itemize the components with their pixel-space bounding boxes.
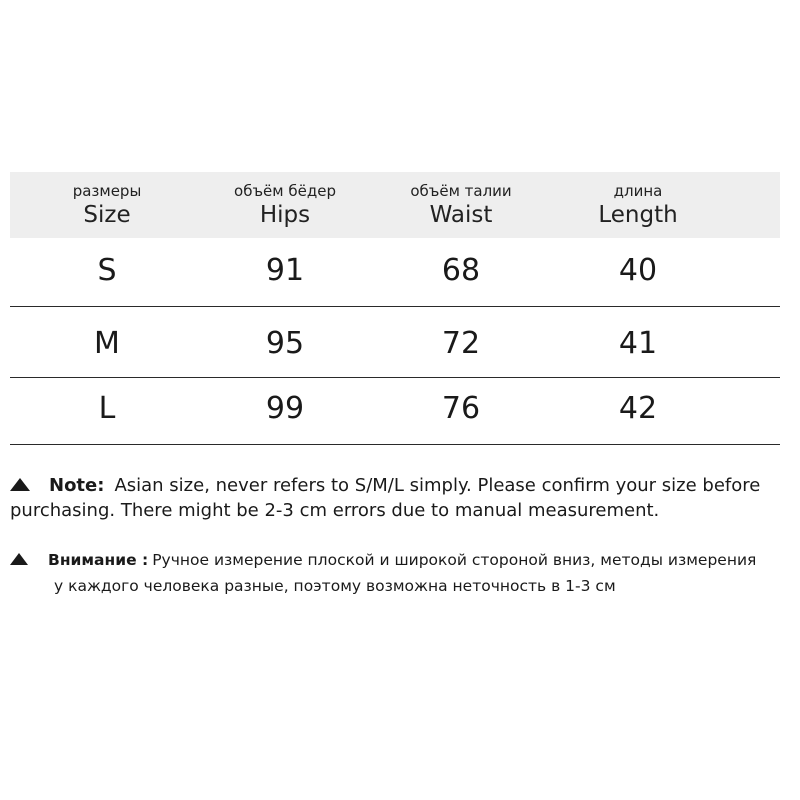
header-size-en: Size (83, 202, 131, 228)
header-length (598, 172, 677, 238)
triangle-icon (10, 553, 28, 565)
header-hips-en: Hips (259, 202, 311, 228)
table-row (10, 307, 780, 378)
header-waist-ru: объём талии (410, 182, 512, 200)
header-waist (410, 172, 511, 238)
note-text-line1: Asian size, never refers to S/M/L simply. Please confirm your size before (114, 475, 761, 496)
table-row (10, 378, 780, 445)
cell-length: 42 (618, 391, 658, 426)
cell-size: S (97, 253, 117, 288)
table-header-row (10, 172, 780, 238)
note-text-line2: у каждого человека разные, поэтому возможна неточность в 1-3 см (54, 577, 616, 595)
header-waist-en: Waist (429, 202, 493, 228)
note-text-line2: purchasing. There might be 2-3 cm errors due to manual measurement. (10, 500, 660, 521)
note-text-line1: Ручное измерение плоской и широкой стороной вниз, методы измерения (152, 551, 757, 569)
size-table (10, 172, 780, 445)
note-russian (10, 547, 795, 599)
cell-waist: 76 (441, 391, 481, 426)
cell-waist: 68 (441, 253, 481, 288)
table-row (10, 238, 780, 307)
header-hips (234, 172, 336, 238)
note-label: Внимание : (48, 551, 149, 569)
cell-waist: 72 (441, 326, 481, 361)
cell-hips: 91 (265, 253, 305, 288)
cell-length: 41 (618, 326, 658, 361)
header-length-en: Length (598, 202, 678, 228)
cell-hips: 99 (265, 391, 305, 426)
header-length-ru: длина (613, 182, 663, 200)
header-size (73, 172, 142, 238)
cell-size: L (98, 391, 116, 426)
note-english (10, 473, 795, 523)
header-size-ru: размеры (72, 182, 142, 200)
note-label: Note: (49, 475, 105, 496)
cell-hips: 95 (265, 326, 305, 361)
cell-length: 40 (618, 253, 658, 288)
cell-size: M (94, 326, 120, 361)
header-hips-ru: объём бёдер (234, 182, 336, 200)
triangle-icon (10, 478, 30, 491)
